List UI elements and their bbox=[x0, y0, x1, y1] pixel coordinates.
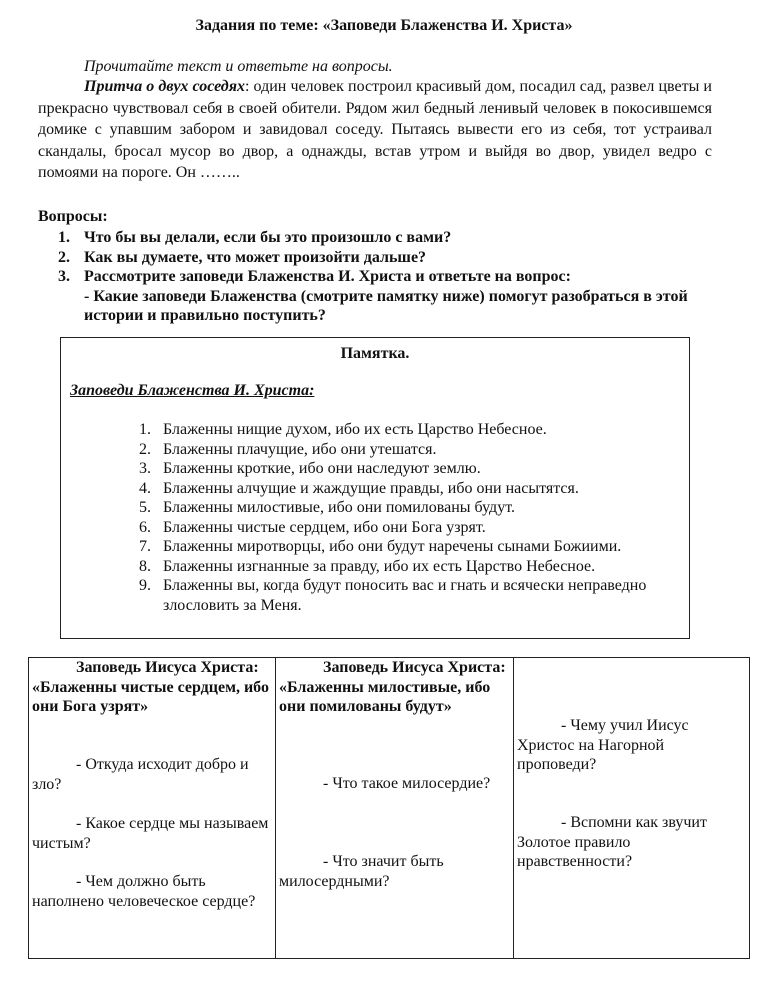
cell-title: Заповедь Иисуса Христа: «Блаженны чистые сердцем, ибо они Бога узрят» bbox=[32, 659, 269, 715]
cell-question: - Откуда исходит добро и зло? bbox=[32, 756, 249, 793]
beatitude-item bbox=[139, 420, 659, 440]
beatitude-text: Блаженны миротворцы, ибо они будут наречены сынами Божиими. bbox=[163, 538, 622, 555]
beatitude-number: 7. bbox=[139, 538, 151, 555]
cell-question: - Какое сердце мы называем чистым? bbox=[32, 815, 269, 852]
beatitude-text: Блаженны вы, когда будут поносить вас и гнать и всячески неправедно злословить за Меня. bbox=[163, 577, 647, 614]
beatitudes-list bbox=[139, 420, 659, 615]
beatitude-text: Блаженны плачущие, ибо они утешатся. bbox=[163, 440, 437, 458]
question-text: Как вы думаете, что может произойти дальше? bbox=[84, 248, 427, 266]
beatitude-text: Блаженны кроткие, ибо они наследуют землю. bbox=[163, 460, 481, 477]
beatitude-number: 6. bbox=[139, 518, 151, 536]
questions-heading: Вопросы: bbox=[38, 208, 108, 225]
beatitude-number: 8. bbox=[139, 557, 151, 575]
cell-question: - Чему учил Иисус Христос на Нагорной проповеди? bbox=[517, 717, 689, 773]
beatitude-item bbox=[139, 498, 659, 518]
table-cell-merciful bbox=[275, 658, 513, 958]
parable-title: Притча о двух соседях bbox=[84, 78, 245, 95]
cell-question: - Вспомни как звучит Золотое правило нравственности? bbox=[517, 814, 707, 870]
question-number: 1. bbox=[58, 229, 70, 246]
question-text: Что бы вы делали, если бы это произошло с вами? bbox=[84, 229, 452, 246]
cell-question: - Чем должно быть наполнено человеческое сердце? bbox=[32, 873, 256, 910]
table-cell-sermon bbox=[513, 658, 749, 958]
beatitude-number: 1. bbox=[139, 421, 151, 438]
beatitude-item bbox=[139, 459, 659, 479]
beatitude-number: 9. bbox=[139, 577, 151, 594]
beatitude-number: 3. bbox=[139, 460, 151, 477]
beatitude-number: 5. bbox=[139, 499, 151, 516]
question-item bbox=[38, 228, 718, 248]
beatitude-number: 4. bbox=[139, 479, 151, 497]
cell-question: - Что такое милосердие? bbox=[323, 775, 491, 792]
memo-title: Памятка. bbox=[340, 345, 410, 362]
beatitude-text: Блаженны изгнанные за правду, ибо их есть Царство Небесное. bbox=[163, 557, 596, 575]
instruction: Прочитайте текст и ответьте на вопросы. bbox=[84, 58, 393, 75]
question-item bbox=[38, 248, 718, 268]
beatitude-item bbox=[139, 557, 659, 577]
parable-text: : один человек построил красивый дом, посадил сад, развел цветы и прекрасно чувствовал себя в своей обители. Рядом жил бедный ленивый человек в покосившемся домике с упавшим забором и завидовал соседу. Пытаясь вывести его из себя, тот устраивал скандалы, бросал мусор во двор, а однажды, встав утром и выйдя во двор, увидел ведро с помоями на пороге. Он …….. bbox=[38, 78, 712, 181]
beatitude-text: Блаженны чистые сердцем, ибо они Бога узрят. bbox=[163, 518, 486, 536]
questions-list bbox=[38, 228, 718, 326]
beatitude-item bbox=[139, 479, 659, 499]
task-table bbox=[28, 657, 750, 959]
cell-question: - Что значит быть милосердными? bbox=[279, 853, 444, 890]
question-number: 3. bbox=[58, 268, 70, 285]
page-title: Задания по теме: «Заповеди Блаженства И. Христа» bbox=[195, 17, 573, 34]
cell-title: Заповедь Иисуса Христа: «Блаженны милостивые, ибо они помилованы будут» bbox=[279, 659, 506, 715]
memo-box bbox=[60, 337, 690, 639]
table-cell-pure-heart bbox=[29, 658, 275, 958]
question-text: Рассмотрите заповеди Блаженства И. Христа и ответьте на вопрос: bbox=[84, 268, 571, 285]
beatitude-text: Блаженны милостивые, ибо они помилованы будут. bbox=[163, 499, 515, 516]
beatitude-item bbox=[139, 537, 659, 557]
question-item bbox=[38, 267, 718, 287]
memo-subtitle: Заповеди Блаженства И. Христа: bbox=[70, 382, 315, 399]
beatitude-number: 2. bbox=[139, 440, 151, 458]
beatitude-text: Блаженны алчущие и жаждущие правды, ибо они насытятся. bbox=[163, 479, 579, 497]
question-subitem bbox=[38, 287, 718, 326]
parable-paragraph bbox=[38, 76, 712, 184]
beatitude-item bbox=[139, 440, 659, 460]
question-number: 2. bbox=[58, 248, 70, 266]
beatitude-text: Блаженны нищие духом, ибо их есть Царство Небесное. bbox=[163, 421, 547, 438]
beatitude-item bbox=[139, 518, 659, 538]
question-text: - Какие заповеди Блаженства (смотрите памятку ниже) помогут разобраться в этой истории и правильно поступить? bbox=[84, 287, 688, 324]
beatitude-item bbox=[139, 576, 659, 615]
